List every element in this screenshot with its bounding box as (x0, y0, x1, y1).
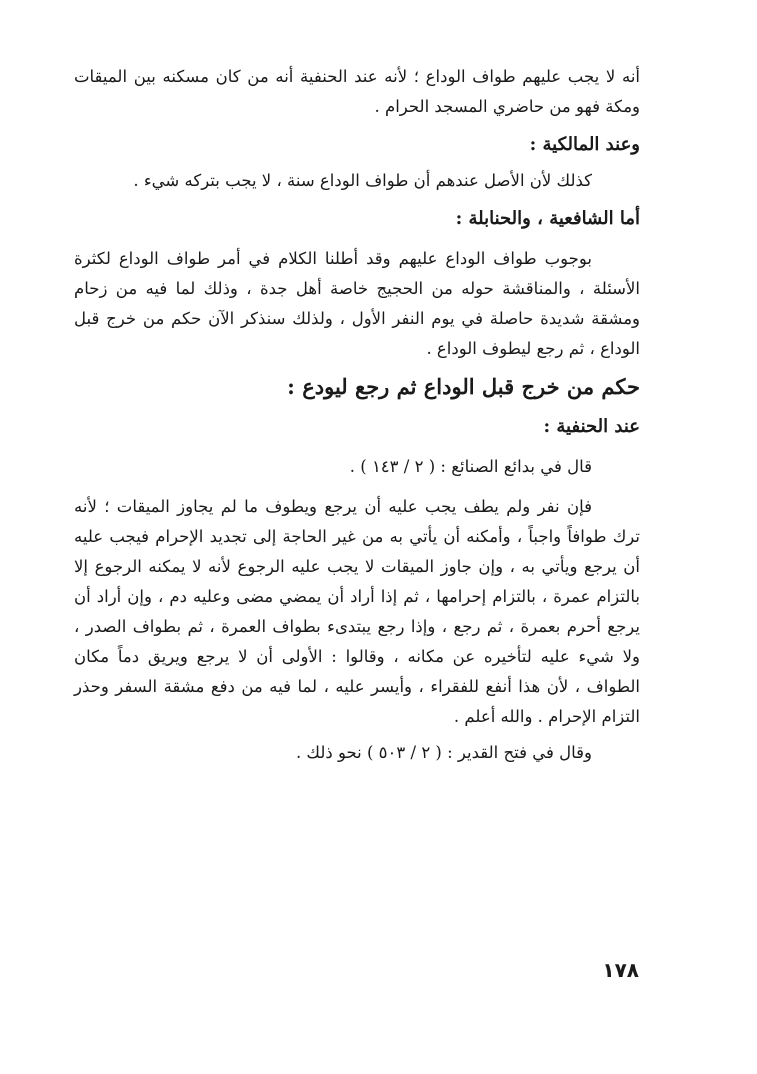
paragraph-intro: أنه لا يجب عليهم طواف الوداع ؛ لأنه عند الحنفية أنه من كان مسكنه بين الميقات ومكة فهو من حاضري المسجد الحرام . (74, 67, 640, 116)
quote-badai-sanai: قال في بدائع الصنائع : ( ٢ / ١٤٣ ) . (349, 457, 592, 476)
heading-main-ruling: حكم من خرج قبل الوداع ثم رجع ليودع : (287, 374, 640, 399)
page-body (74, 62, 640, 776)
paragraph-malikiyya: كذلك لأن الأصل عندهم أن طواف الوداع سنة ، لا يجب بتركه شيء . (133, 171, 592, 190)
page-number: ١٧٨ (602, 958, 639, 982)
heading-malikiyya: وعند المالكية : (529, 134, 640, 155)
quote-fath-qadir: وقال في فتح القدير : ( ٢ / ٥٠٣ ) نحو ذلك . (295, 743, 592, 762)
heading-shafiiyya-hanabila: أما الشافعية ، والحنابلة : (455, 208, 640, 229)
paragraph-shafiiyya: بوجوب طواف الوداع عليهم وقد أطلنا الكلام في أمر طواف الوداع لكثرة الأسئلة ، والمناقشة حوله من الحجيج خاصة أهل جدة ، وذلك لما فيه من زحام ومشقة شديدة حاصلة في يوم النفر الأول ، ولذلك سنذكر الآن حكم من خرج قبل الوداع ، ثم رجع ليطوف الوداع . (74, 249, 640, 358)
paragraph-badai-sanai: فإن نفر ولم يطف يجب عليه أن يرجع ويطوف ما لم يجاوز الميقات ؛ لأنه ترك طوافاً واجباً ، وأمكنه أن يأتي به من غير الحاجة إلى تجديد الإحرام فيجب عليه أن يرجع ويأتي به ، وإن جاوز الميقات لا يجب عليه الرجوع لأنه لا يمكنه الرجوع إلا بالتزام عمرة ، بالتزام إحرامها ، ثم إذا أراد أن يمضي مضى وعليه دم ، وإن أراد أن يرجع أحرم بعمرة ، ثم رجع ، وإذا رجع يبتدىء بطواف العمرة ، ثم بطواف الصدر ، ولا شيء عليه لتأخيره عن مكانه ، وقالوا : الأولى أن لا يرجع ويريق دماً مكان الطواف ، لأن هذا أنفع للفقراء ، وأيسر عليه ، لما فيه من دفع مشقة السفر وحذر التزام الإحرام . والله أعلم . (74, 497, 640, 726)
heading-hanafiyya: عند الحنفية : (543, 416, 640, 437)
